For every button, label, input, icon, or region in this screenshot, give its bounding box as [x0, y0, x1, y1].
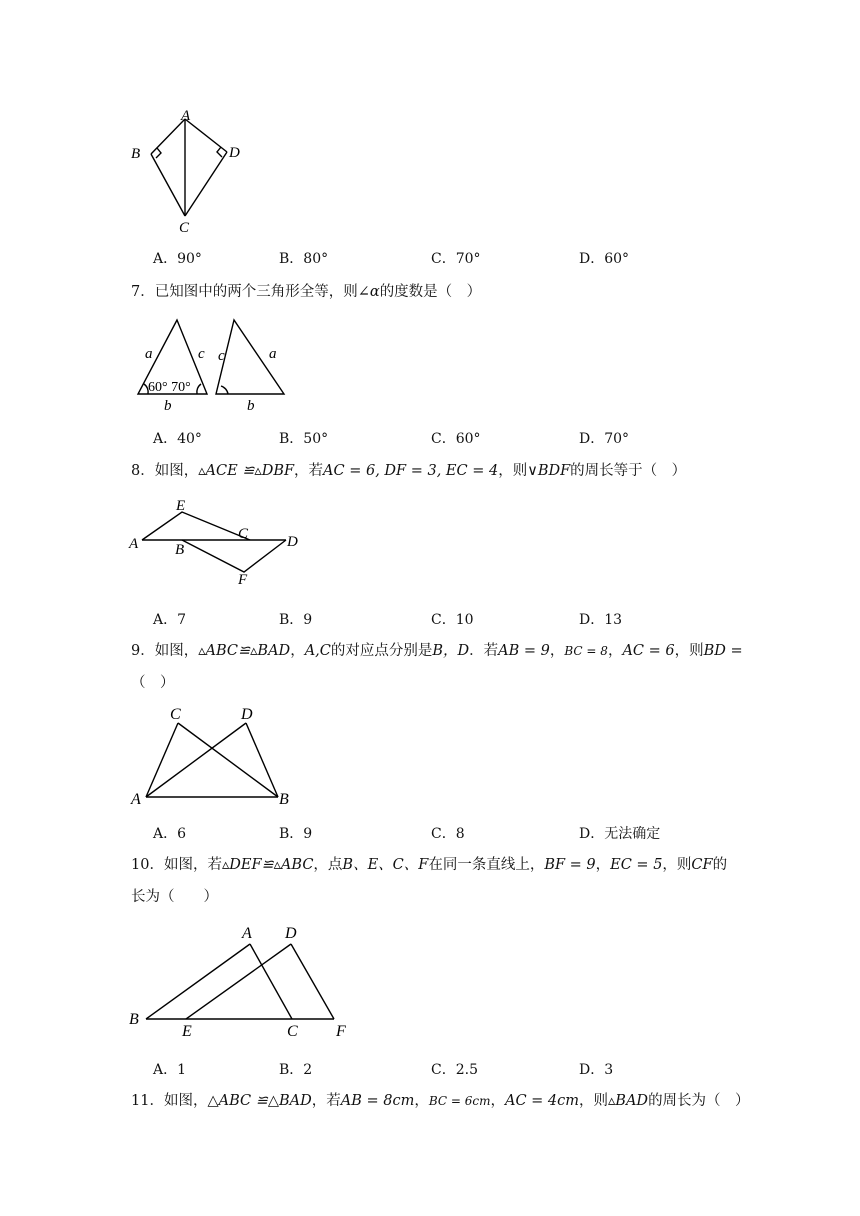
q10-label-E: E — [182, 1023, 192, 1038]
q10-option-c[interactable]: C．2.5 — [431, 1062, 478, 1078]
q10-label-B: B — [129, 1011, 139, 1028]
q9-option-a[interactable]: A．6 — [153, 826, 187, 842]
q6-label-B: B — [131, 146, 141, 162]
q9-figure — [128, 703, 298, 809]
q7-stem: 7．已知图中的两个三角形全等，则∠α的度数是（ ） — [131, 284, 482, 300]
q7-figure — [134, 316, 294, 416]
q10-option-b[interactable]: B．2 — [279, 1062, 313, 1078]
q9-label-A: A — [131, 791, 141, 808]
q7-option-d[interactable]: D．70° — [579, 431, 630, 447]
q8-label-E: E — [176, 498, 186, 514]
q10-label-A: A — [242, 925, 252, 942]
q6-option-b[interactable]: B．80° — [279, 251, 329, 267]
q7-label-a2: a — [269, 346, 277, 362]
q6-figure — [128, 108, 253, 236]
q7-label-b2: b — [247, 398, 255, 414]
q9-stem: 9．如图，▵ABC≌▵BAD，A,C的对应点分别是B，D．若AB = 9，BC = 8，AC = 6，则BD = — [131, 643, 743, 659]
q8-stem: 8．如图，▵ACE ≌▵DBF，若AC = 6, DF = 3, EC = 4，则∨BDF的周长等于（ ） — [131, 463, 687, 479]
q11-stem: 11．如图，△ABC ≌△BAD，若AB = 8cm，BC = 6cm，AC = 4cm，则▵BAD的周长为（ ） — [131, 1093, 750, 1109]
q8-label-D: D — [287, 534, 298, 550]
q7-option-a[interactable]: A．40° — [153, 431, 202, 447]
q8-label-A: A — [129, 536, 139, 552]
q8-option-c[interactable]: C．10 — [431, 612, 474, 628]
q8-figure — [126, 494, 312, 590]
q10-stem-line2: 长为（ ） — [131, 889, 218, 905]
q8-label-B: B — [175, 542, 185, 558]
q10-label-D: D — [285, 925, 297, 942]
q7-option-b[interactable]: B．50° — [279, 431, 329, 447]
q10-figure — [126, 920, 356, 1038]
q10-label-C: C — [287, 1023, 298, 1038]
q8-option-b[interactable]: B．9 — [279, 612, 313, 628]
q7-label-c1: c — [198, 346, 205, 362]
q8-label-F: F — [238, 572, 248, 588]
q6-label-C: C — [179, 220, 190, 236]
q7-label-angles: 60° 70° — [148, 380, 191, 395]
q6-option-c[interactable]: C．70° — [431, 251, 481, 267]
q9-label-C: C — [170, 706, 181, 723]
q7-label-a1: a — [145, 346, 153, 362]
q10-stem: 10．如图，若▵DEF≌▵ABC，点B、E、C、F在同一条直线上，BF = 9，EC = 5，则CF的 — [131, 857, 728, 873]
q10-label-F: F — [336, 1023, 346, 1038]
q6-option-d[interactable]: D．60° — [579, 251, 630, 267]
q9-option-b[interactable]: B．9 — [279, 826, 313, 842]
q8-option-a[interactable]: A．7 — [153, 612, 187, 628]
q8-label-C: C — [238, 526, 249, 542]
q6-label-A: A — [181, 108, 191, 124]
q6-label-D: D — [229, 145, 240, 161]
q9-option-c[interactable]: C．8 — [431, 826, 465, 842]
q7-label-c2: c — [218, 348, 225, 364]
q10-option-d[interactable]: D．3 — [579, 1062, 614, 1078]
q9-option-d[interactable]: D．无法确定 — [579, 826, 661, 842]
q10-option-a[interactable]: A．1 — [153, 1062, 187, 1078]
q7-option-c[interactable]: C．60° — [431, 431, 481, 447]
q6-option-a[interactable]: A．90° — [153, 251, 202, 267]
q9-label-D: D — [241, 706, 253, 723]
q8-option-d[interactable]: D．13 — [579, 612, 623, 628]
q9-stem-line2: （ ） — [131, 675, 175, 691]
q9-label-B: B — [279, 791, 289, 808]
q7-label-b1: b — [164, 398, 172, 414]
